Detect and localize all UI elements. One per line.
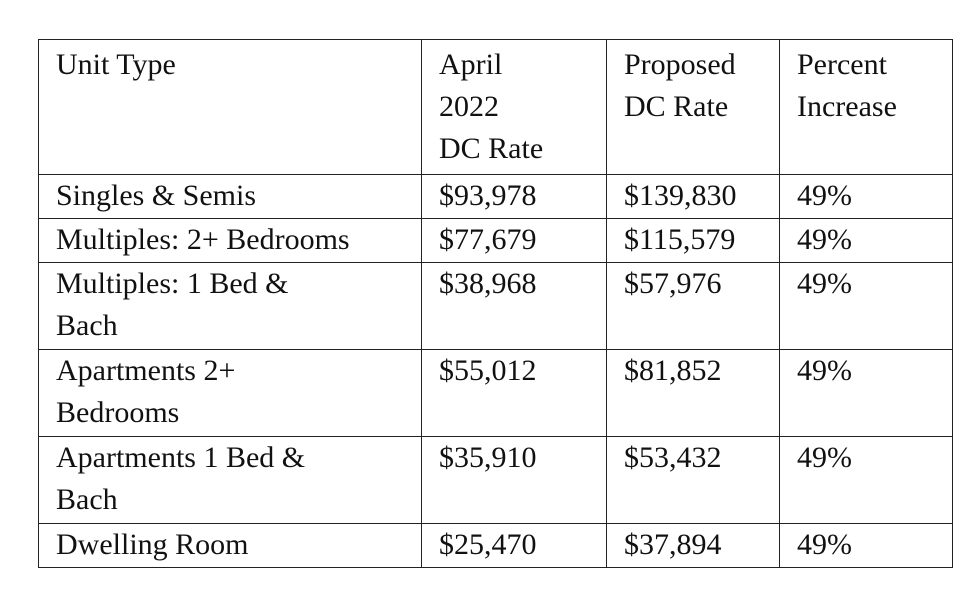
cell-proposed-rate: $53,432 (607, 437, 780, 524)
cell-proposed-rate: $115,579 (607, 219, 780, 263)
cell-proposed-rate: $37,894 (607, 524, 780, 568)
cell-unit-type: Multiples: 2+ Bedrooms (39, 219, 422, 263)
cell-unit-type: Apartments 2+ Bedrooms (39, 350, 422, 437)
cell-percent-increase: 49% (780, 437, 953, 524)
header-april-2022-dc-rate: April 2022 DC Rate (422, 40, 607, 175)
cell-unit-type: Multiples: 1 Bed & Bach (39, 263, 422, 350)
table-row (39, 175, 953, 219)
table-row (39, 437, 953, 524)
cell-proposed-rate: $139,830 (607, 175, 780, 219)
header-percent-increase: Percent Increase (780, 40, 953, 175)
cell-april-2022-rate: $38,968 (422, 263, 607, 350)
cell-percent-increase: 49% (780, 350, 953, 437)
table-row (39, 524, 953, 568)
cell-unit-type: Singles & Semis (39, 175, 422, 219)
cell-percent-increase: 49% (780, 175, 953, 219)
cell-percent-increase: 49% (780, 219, 953, 263)
cell-unit-type: Apartments 1 Bed & Bach (39, 437, 422, 524)
table-row (39, 219, 953, 263)
cell-proposed-rate: $57,976 (607, 263, 780, 350)
cell-april-2022-rate: $93,978 (422, 175, 607, 219)
table-row (39, 263, 953, 350)
cell-percent-increase: 49% (780, 263, 953, 350)
cell-april-2022-rate: $25,470 (422, 524, 607, 568)
table-row (39, 350, 953, 437)
header-unit-type: Unit Type (39, 40, 422, 175)
cell-proposed-rate: $81,852 (607, 350, 780, 437)
cell-april-2022-rate: $55,012 (422, 350, 607, 437)
cell-unit-type: Dwelling Room (39, 524, 422, 568)
header-proposed-dc-rate: Proposed DC Rate (607, 40, 780, 175)
cell-april-2022-rate: $35,910 (422, 437, 607, 524)
table-header-row (39, 40, 953, 175)
cell-april-2022-rate: $77,679 (422, 219, 607, 263)
dc-rates-table (38, 39, 953, 568)
cell-percent-increase: 49% (780, 524, 953, 568)
